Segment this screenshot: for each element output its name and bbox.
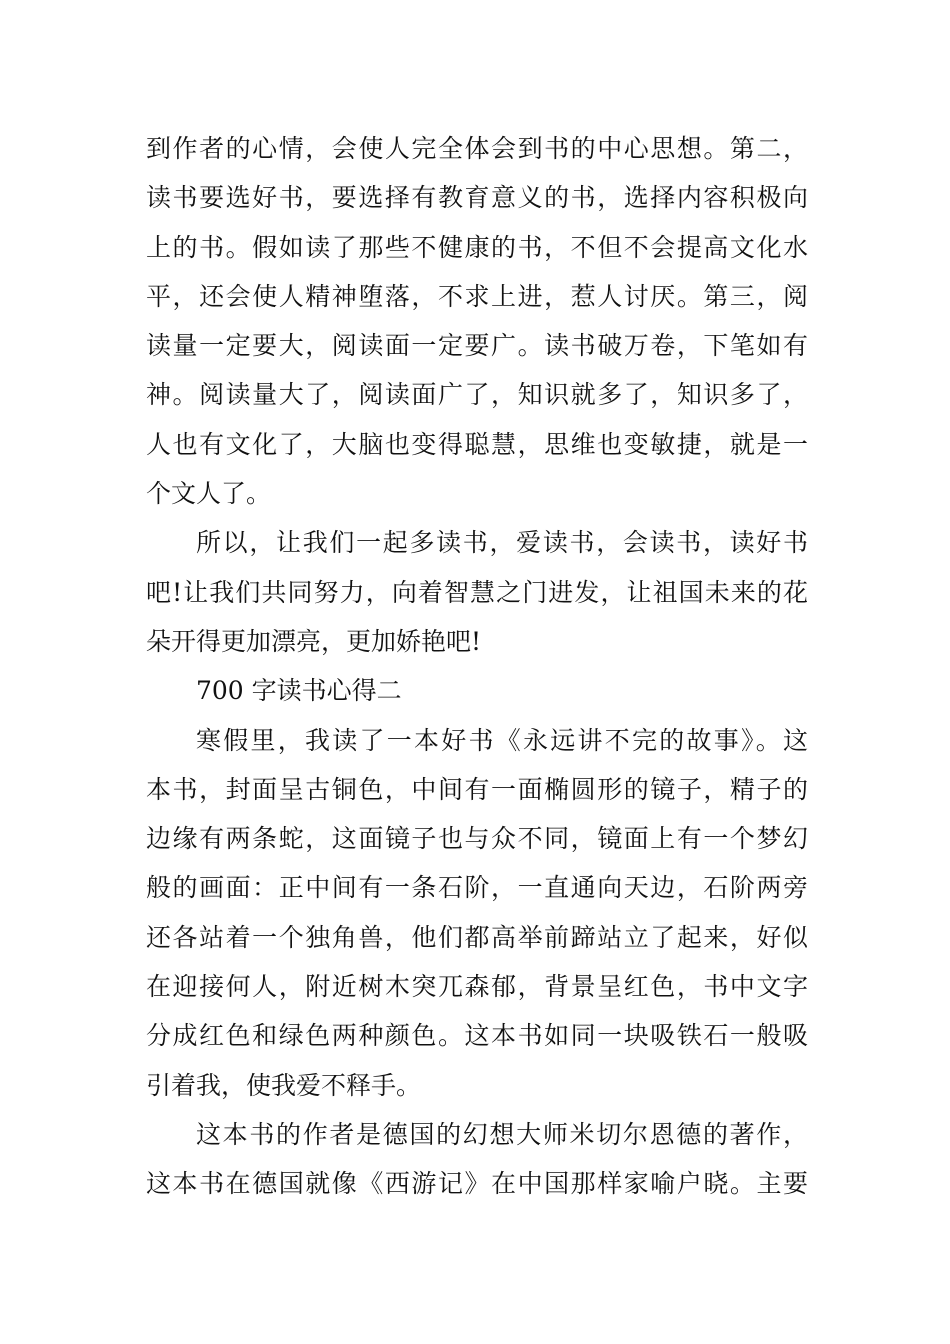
text-line: 读书要选好书，要选择有教育意义的书，选择内容积极向: [146, 183, 808, 213]
text-line: 分成红色和绿色两种颜色。这本书如同一块吸铁石一般吸: [146, 1021, 808, 1051]
text-line: 般的画面：正中间有一条石阶，一直通向天边，石阶两旁: [146, 873, 808, 903]
paragraph-author: [146, 1110, 808, 1209]
text-line: 朵开得更加漂亮，更加娇艳吧!: [146, 626, 482, 656]
text-line: 神。阅读量大了，阅读面广了，知识就多了，知识多了，: [146, 380, 808, 410]
text-line: 个文人了。: [146, 479, 272, 509]
text-line: 寒假里，我读了一本好书《永远讲不完的故事》。这: [196, 725, 808, 755]
paragraph-book-description: [146, 716, 808, 1110]
text-line: 读量一定要大，阅读面一定要广。读书破万卷，下笔如有: [146, 331, 808, 361]
text-line: 在迎接何人，附近树木突兀森郁，背景呈红色，书中文字: [146, 972, 808, 1002]
text-line: 引着我，使我爱不释手。: [146, 1070, 422, 1100]
text-line: 这本书在德国就像《西游记》在中国那样家喻户晓。主要: [146, 1169, 808, 1199]
section-heading: [146, 666, 808, 715]
text-line: 本书，封面呈古铜色，中间有一面椭圆形的镜子，精子的: [146, 774, 808, 804]
text-line: 人也有文化了，大脑也变得聪慧，思维也变敏捷，就是一: [146, 429, 808, 459]
paragraph-conclusion: [146, 518, 808, 666]
text-line: 平，还会使人精神堕落，不求上进，惹人讨厌。第三，阅: [146, 281, 808, 311]
heading-text: 700 字读书心得二: [196, 676, 402, 706]
text-line: 到作者的心情，会使人完全体会到书的中心思想。第二，: [146, 134, 808, 163]
text-line: 这本书的作者是德国的幻想大师米切尔恩德的著作，: [196, 1119, 808, 1149]
document-body: [146, 124, 808, 1209]
text-line: 边缘有两条蛇，这面镜子也与众不同，镜面上有一个梦幻: [146, 824, 808, 854]
text-line: 吧!让我们共同努力，向着智慧之门进发，让祖国未来的花: [146, 577, 808, 607]
text-line: 还各站着一个独角兽，他们都高举前蹄站立了起来，好似: [146, 922, 808, 952]
paragraph-reading-methods: [146, 124, 808, 518]
text-line: 所以，让我们一起多读书，爱读书，会读书，读好书: [196, 528, 808, 558]
text-line: 上的书。假如读了那些不健康的书，不但不会提高文化水: [146, 232, 808, 262]
